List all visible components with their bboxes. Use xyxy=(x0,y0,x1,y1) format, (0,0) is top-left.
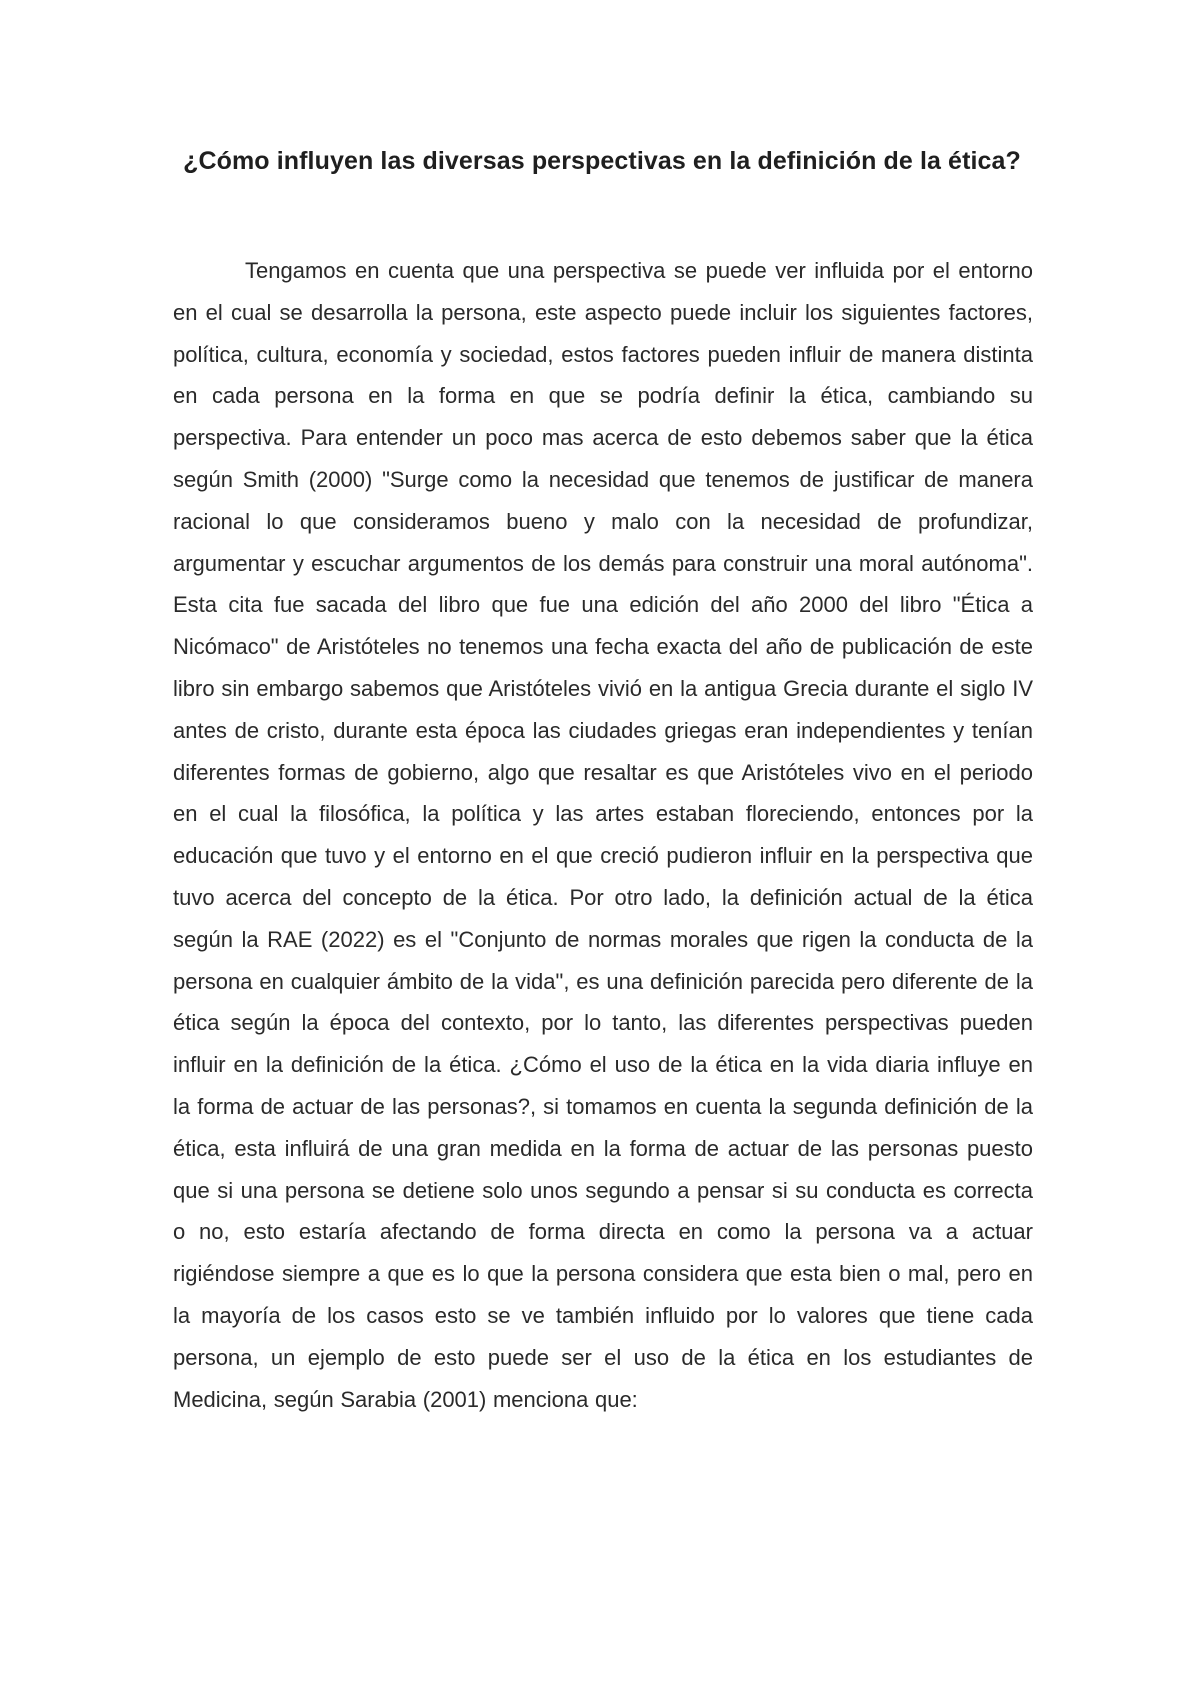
document-title: ¿Cómo influyen las diversas perspectivas en la definición de la ética? xyxy=(183,147,1021,175)
body-paragraph: Tengamos en cuenta que una perspectiva se puede ver influida por el entorno en el cual se desarrolla la persona, este aspecto puede incluir los siguientes factores, política, cultura, economía y sociedad, estos factores pueden influir de manera distinta en cada persona en la forma en que se podría definir la ética, cambiando su perspectiva. Para entender un poco mas acerca de esto debemos saber que la ética según Smith (2000) "Surge como la necesidad que tenemos de justificar de manera racional lo que consideramos bueno y malo con la necesidad de profundizar, argumentar y escuchar argumentos de los demás para construir una moral autónoma". Esta cita fue sacada del libro que fue una edición del año 2000 del libro "Ética a Nicómaco" de Aristóteles no tenemos una fecha exacta del año de publicación de este libro sin embargo sabemos que Aristóteles vivió en la antigua Grecia durante el siglo IV antes de cristo, durante esta época las ciudades griegas eran independientes y tenían diferentes formas de gobierno, algo que resaltar es que Aristóteles vivo en el periodo en el cual la filosófica, la política y las artes estaban floreciendo, entonces por la educación que tuvo y el entorno en el que creció pudieron influir en la perspectiva que tuvo acerca del concepto de la ética. Por otro lado, la definición actual de la ética según la RAE (2022) es el "Conjunto de normas morales que rigen la conducta de la persona en cualquier ámbito de la vida", es una definición parecida pero diferente de la ética según la época del contexto, por lo tanto, las diferentes perspectivas pueden influir en la definición de la ética. ¿Cómo el uso de la ética en la vida diaria influye en la forma de actuar de las personas?, si tomamos en cuenta la segunda definición de la ética, esta influirá de una gran medida en la forma de actuar de las personas puesto que si una persona se detiene solo unos segundo a pensar si su conducta es correcta o no, esto estaría afectando de forma directa en como la persona va a actuar rigiéndose siempre a que es lo que la persona considera que esta bien o mal, pero en la mayoría de los casos esto se ve también influido por lo valores que tiene cada persona, un ejemplo de esto puede ser el uso de la ética en los estudiantes de Medicina, según Sarabia (2001) menciona que: xyxy=(173,258,1033,1412)
